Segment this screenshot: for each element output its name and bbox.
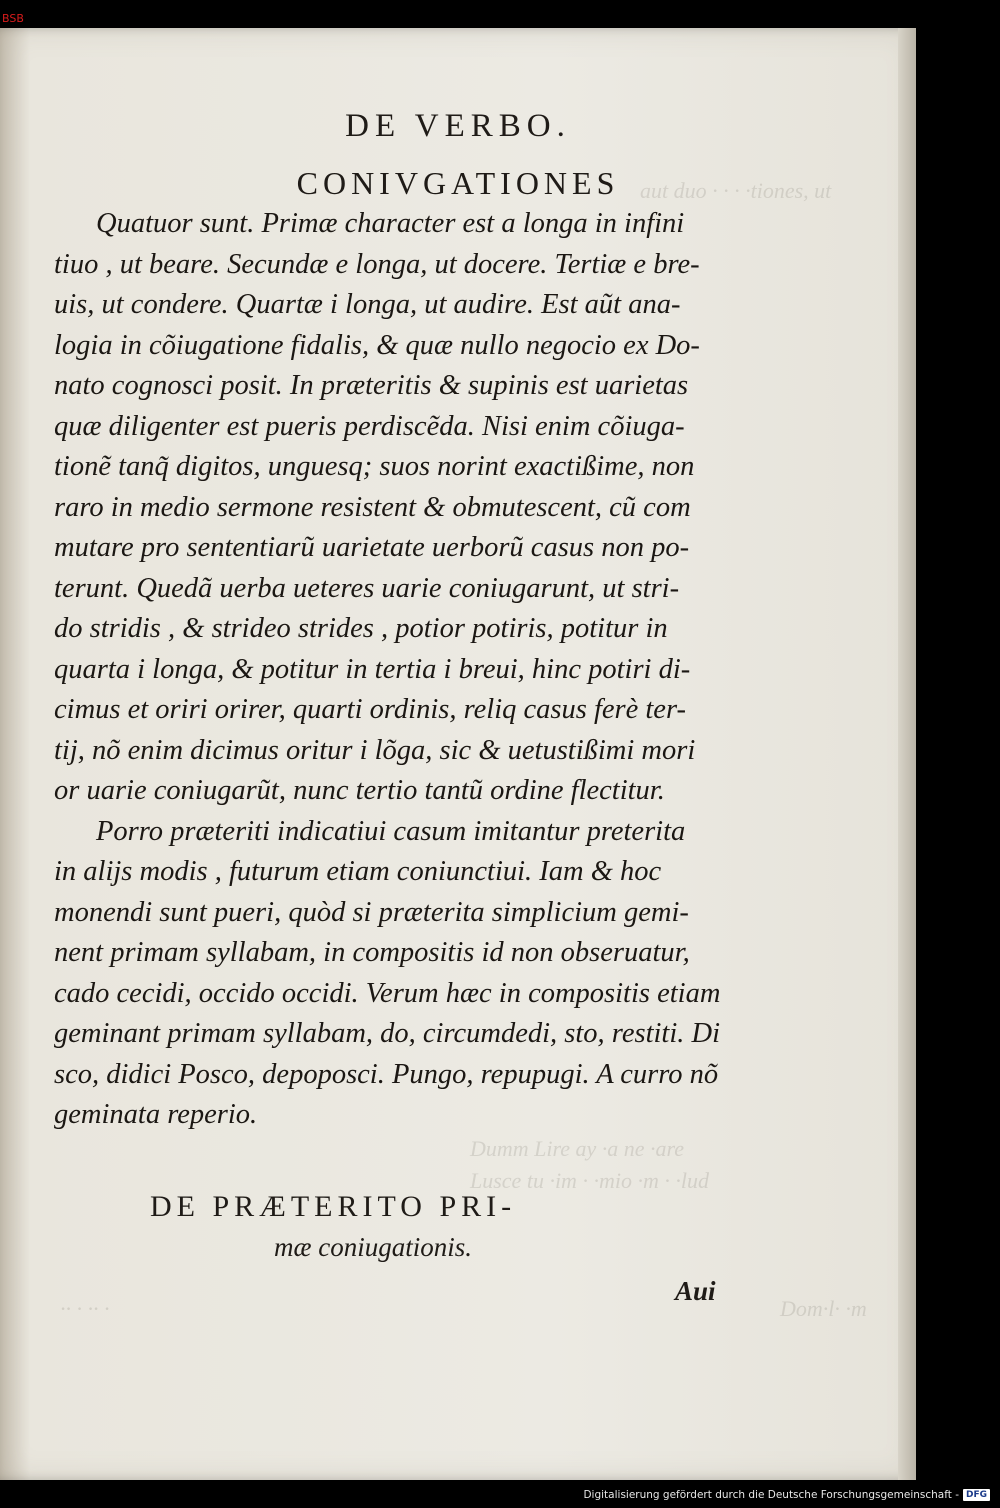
text-line: quæ diligenter est pueris perdiscẽda. Nisi enim cõiuga- xyxy=(54,410,685,442)
show-through: aut duo · · · ·tiones, ut xyxy=(640,178,832,203)
subsection-heading-continued: mæ coniugationis. xyxy=(274,1232,473,1262)
show-through: Dumm Lire ay ·a ne ·are xyxy=(470,1136,685,1161)
text-line: cado cecidi, occido occidi. Verum hæc in compositis etiam xyxy=(54,977,721,1009)
catchword: Aui xyxy=(675,1276,716,1306)
body-text xyxy=(54,204,734,1136)
text-line: mutare pro sententiarũ uarietate uerborũ casus non po- xyxy=(54,532,690,563)
text-line: quarta i longa, & potitur in tertia i breui, hinc potiri di- xyxy=(54,653,691,685)
page-edge xyxy=(898,28,916,1480)
text-line: do stridis , & strideo strides , potior potiris, potitur in xyxy=(54,613,668,644)
text-line: tij, nõ enim dicimus oritur i lõga, sic & uetustißimi mori xyxy=(54,734,696,766)
subsection-heading: DE PRÆTERITO PRI- xyxy=(150,1190,517,1223)
bsb-watermark: BSB xyxy=(2,12,24,25)
text-line: nato cognosci posit. In præteritis & supinis est uarietas xyxy=(54,370,689,401)
text-line: in alijs modis , futurum etiam coniunctiui. Iam & hoc xyxy=(54,856,662,887)
show-through: ·· · ·· · xyxy=(60,1296,110,1321)
dfg-logo-icon: DFG xyxy=(963,1489,990,1501)
text-line: tionẽ tanq̃ digitos, unguesq; suos norint exactißime, non xyxy=(54,451,695,482)
footer-text: Digitalisierung gefördert durch die Deutsche Forschungsgemeinschaft - xyxy=(583,1489,959,1501)
text-line: nent primam syllabam, in compositis id non obseruatur, xyxy=(54,937,690,968)
text-line: logia in cõiugatione fidalis, & quæ nullo negocio ex Do- xyxy=(54,329,700,361)
text-line: geminant primam syllabam, do, circumdedi, sto, restiti. Di xyxy=(54,1018,721,1049)
text-line: sco, didici Posco, depoposci. Pungo, repupugi. A curro nõ xyxy=(54,1058,719,1090)
text-line: geminata reperio. xyxy=(54,1099,258,1130)
text-line: terunt. Quedã uerba ueteres uarie coniugarunt, ut stri- xyxy=(54,572,680,604)
text-line: or uarie coniugarũt, nunc tertio tantũ ordine flectitur. xyxy=(54,775,665,806)
text-line: Porro præteriti indicatiui casum imitantur preterita xyxy=(96,815,686,847)
text-line: raro in medio sermone resistent & obmutescent, cũ com xyxy=(54,491,691,523)
text-line: monendi sunt pueri, quòd si præterita simplicium gemi- xyxy=(54,896,689,928)
running-head: DE VERBO. xyxy=(345,108,571,144)
text-line: uis, ut condere. Quartæ i longa, ut audire. Est aũt ana- xyxy=(54,289,681,320)
show-through: Lusce tu ·im · ·mio ·m · ·lud xyxy=(470,1168,709,1193)
text-line: Quatuor sunt. Primæ character est a longa in infini xyxy=(96,208,685,239)
section-heading: CONIVGATIONES xyxy=(296,165,620,201)
show-through: Dom·l· ·m xyxy=(780,1296,867,1321)
text-line: tiuo , ut beare. Secundæ e longa, ut docere. Tertiæ e bre- xyxy=(54,248,700,280)
funding-footer xyxy=(583,1489,990,1501)
text-line: cimus et oriri orirer, quarti ordinis, reliq casus ferè ter- xyxy=(54,694,686,725)
